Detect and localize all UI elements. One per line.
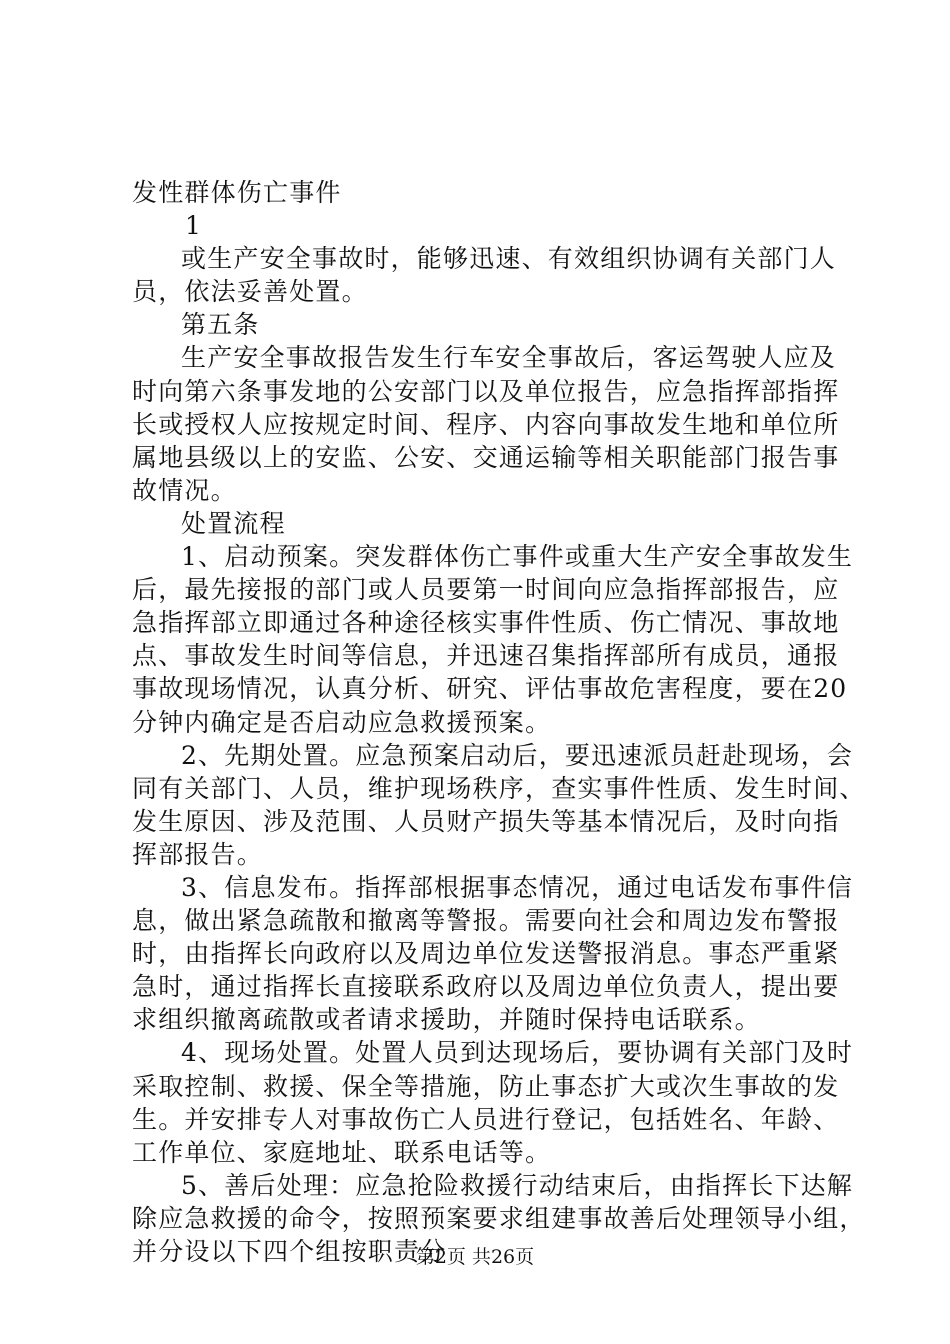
text-line: 时向第六条事发地的公安部门以及单位报告，应急指挥部指挥: [132, 376, 840, 406]
text-line: 第五条: [181, 310, 260, 340]
text-line: 4、现场处置。处置人员到达现场后，要协调有关部门及时: [181, 1038, 854, 1068]
text-line: 息，做出紧急疏散和撤离等警报。需要向社会和周边发布警报: [132, 906, 840, 936]
text-line: 员，依法妥善处置。: [132, 277, 368, 307]
text-line: 同有关部门、人员，维护现场秩序，查实事件性质、发生时间、: [132, 773, 866, 803]
text-line: 3、信息发布。指挥部根据事态情况，通过电话发布事件信: [181, 872, 854, 902]
text-line: 属地县级以上的安监、公安、交通运输等相关职能部门报告事: [132, 442, 840, 472]
text-line: 求组织撤离疏散或者请求援助，并随时保持电话联系。: [132, 1005, 761, 1035]
text-line: 急时，通过指挥长直接联系政府以及周边单位负责人，提出要: [132, 972, 840, 1002]
text-line: 处置流程: [181, 508, 286, 538]
page-footer: 第2页 共26页: [415, 1246, 535, 1268]
text-line: 并分设以下四个组按职责分: [132, 1237, 447, 1266]
text-line: 挥部报告。: [132, 839, 264, 869]
text-line: 事故现场情况，认真分析、研究、评估事故危害程度，要在20: [132, 674, 848, 704]
text-line: 故情况。: [132, 475, 237, 505]
text-line: 5、善后处理：应急抢险救援行动结束后，由指挥长下达解: [181, 1170, 854, 1200]
document-body: [132, 176, 866, 1268]
text-line: 采取控制、救援、保全等措施，防止事态扩大或次生事故的发: [132, 1071, 840, 1101]
text-line: 发生原因、涉及范围、人员财产损失等基本情况后，及时向指: [132, 806, 840, 836]
text-line: 发性群体伤亡事件: [132, 178, 342, 207]
text-line: 分钟内确定是否启动应急救援预案。: [132, 707, 552, 737]
text-line: 生产安全事故报告发生行车安全事故后，客运驾驶人应及: [181, 343, 837, 373]
text-line: 1、启动预案。突发群体伤亡事件或重大生产安全事故发生: [181, 542, 854, 572]
text-line: 急指挥部立即通过各种途径核实事件性质、伤亡情况、事故地: [132, 608, 840, 638]
text-line: 时，由指挥长向政府以及周边单位发送警报消息。事态严重紧: [132, 939, 840, 969]
text-line: 工作单位、家庭地址、联系电话等。: [132, 1137, 552, 1167]
text-line: 长或授权人应按规定时间、程序、内容向事故发生地和单位所: [132, 409, 840, 439]
text-line: 1: [185, 211, 203, 241]
text-line: 生。并安排专人对事故伤亡人员进行登记，包括姓名、年龄、: [132, 1104, 840, 1134]
text-line: 点、事故发生时间等信息，并迅速召集指挥部所有成员，通报: [132, 641, 840, 671]
text-line: 或生产安全事故时，能够迅速、有效组织协调有关部门人: [181, 244, 837, 274]
text-line: 除应急救援的命令，按照预案要求组建事故善后处理领导小组，: [132, 1203, 866, 1233]
text-line: 后，最先接报的部门或人员要第一时间向应急指挥部报告，应: [132, 575, 840, 605]
text-line: 2、先期处置。应急预案启动后，要迅速派员赶赴现场，会: [181, 740, 854, 770]
